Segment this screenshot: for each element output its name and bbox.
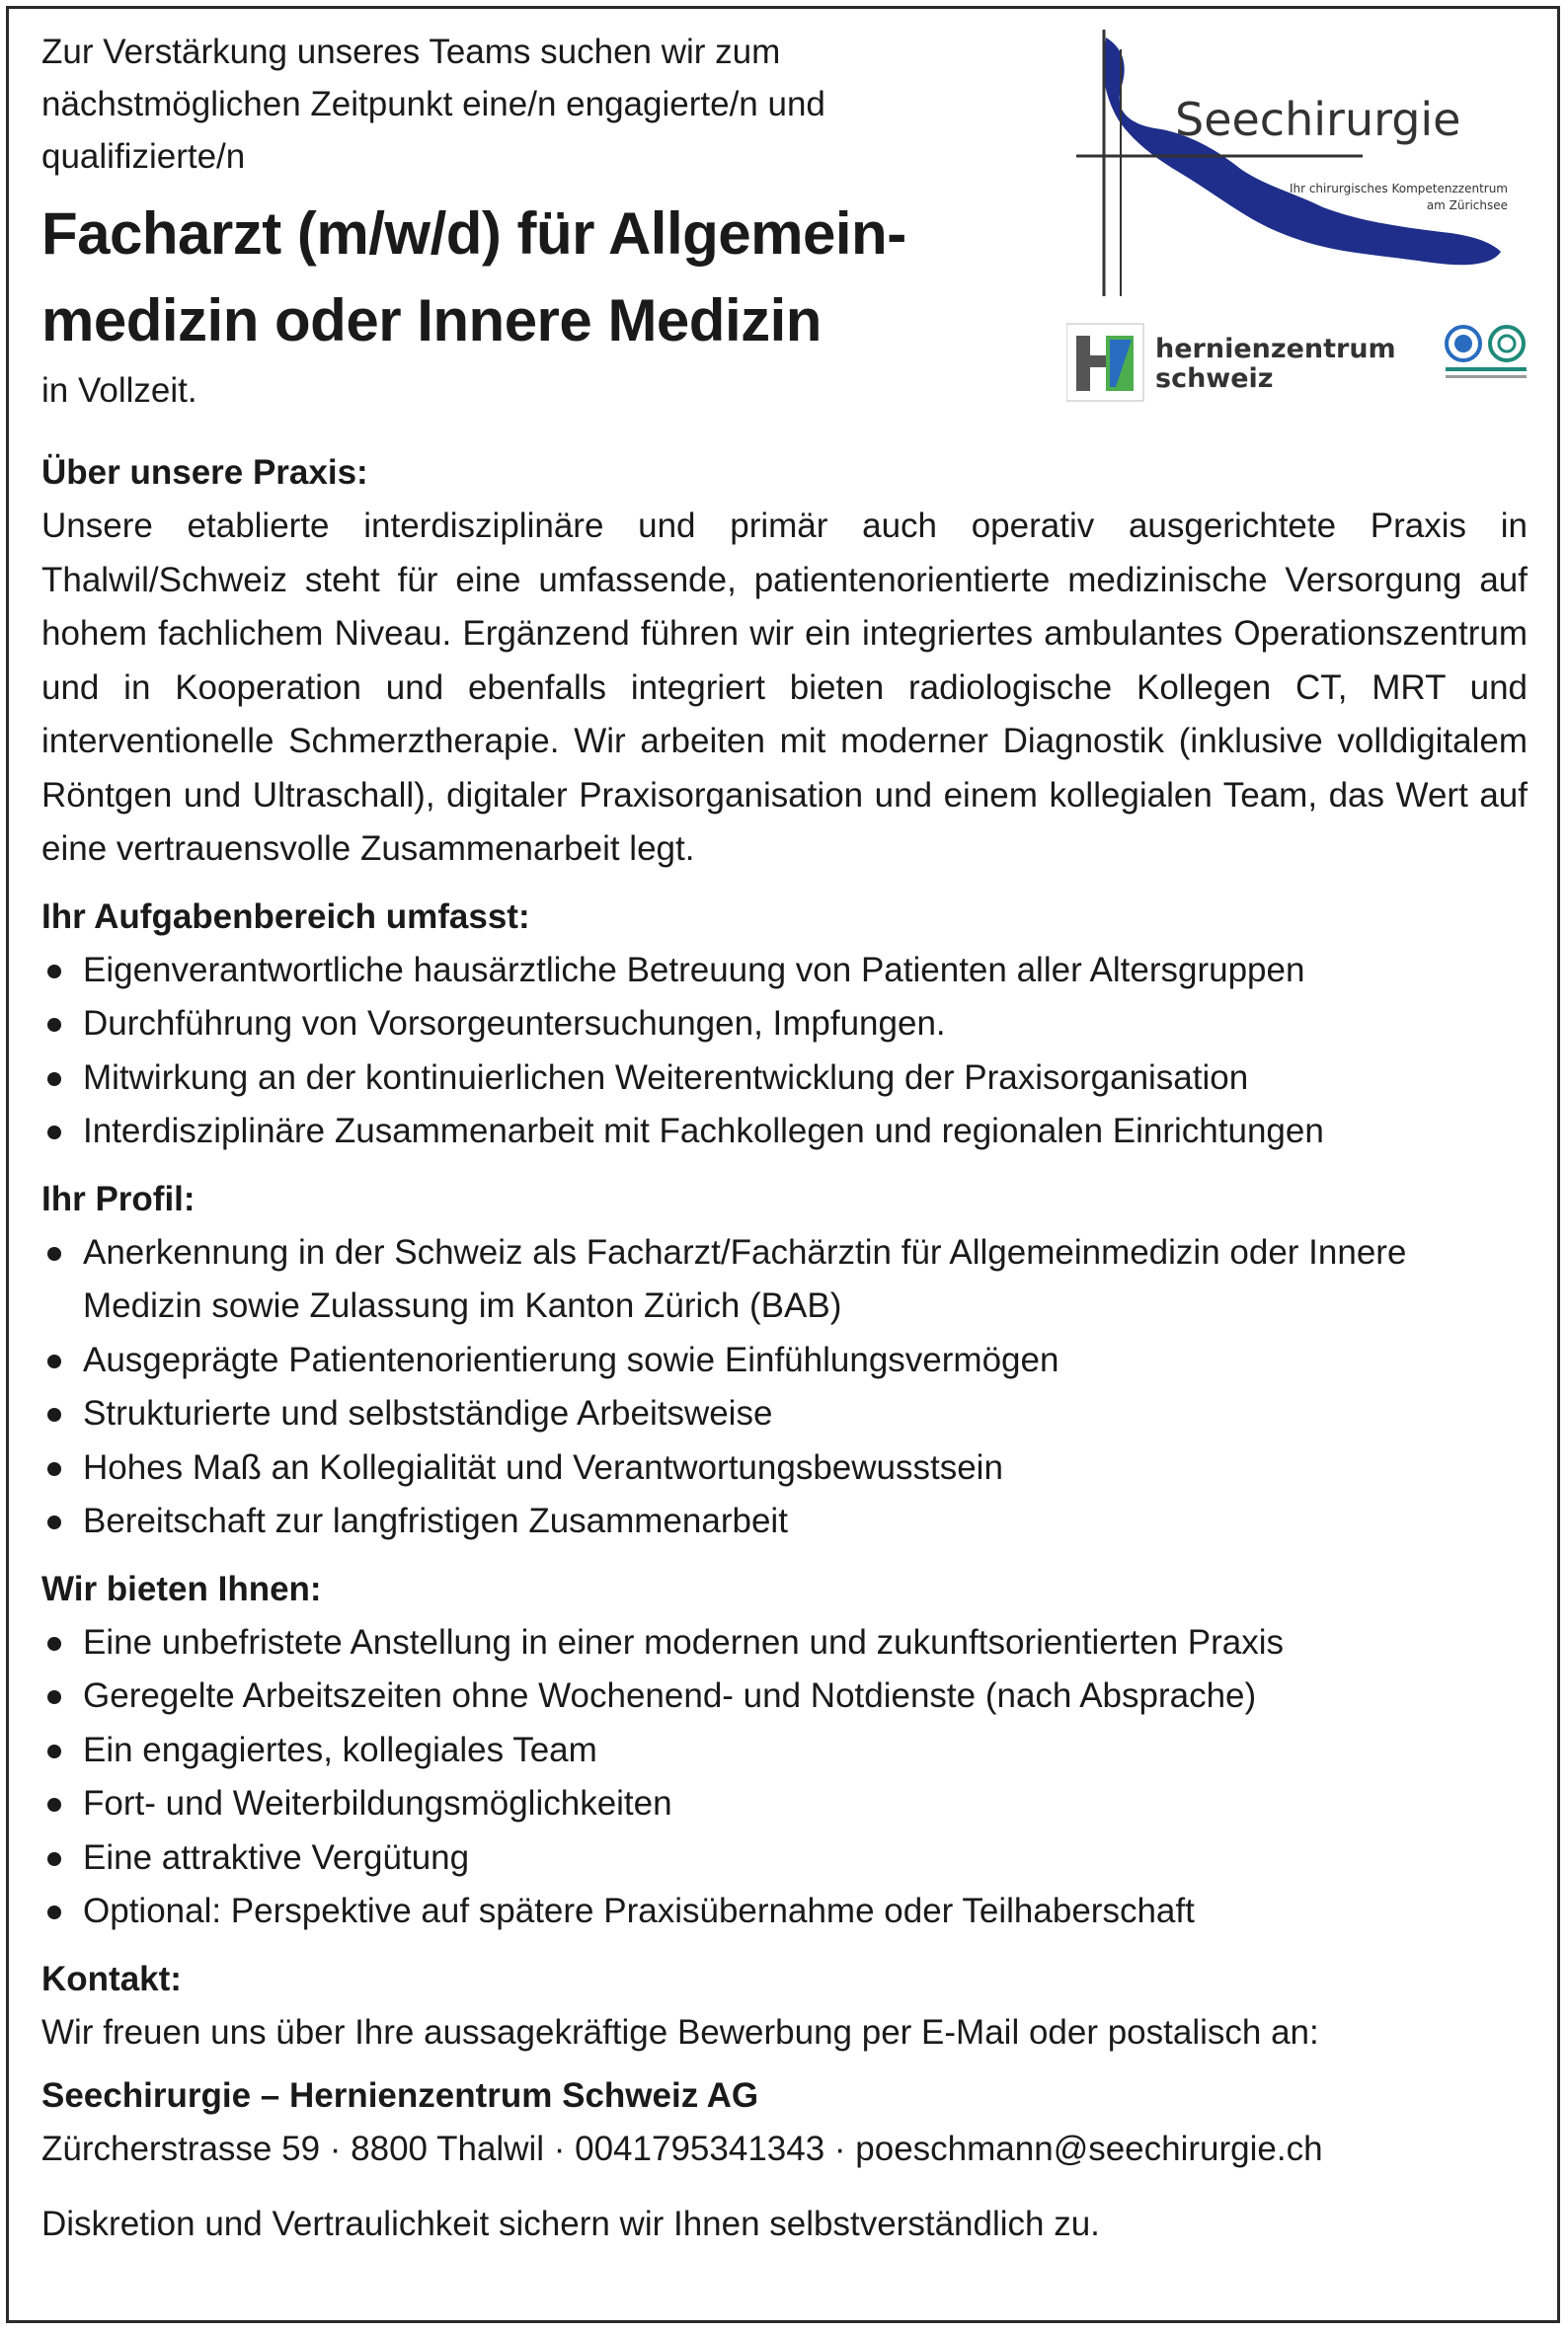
- list-item: Geregelte Arbeitszeiten ohne Wochenend- und Notdienste (nach Absprache): [41, 1670, 1528, 1724]
- list-item: Durchführung von Vorsorgeuntersuchungen, Impfungen.: [41, 997, 1528, 1051]
- list-item: Fort- und Weiterbildungsmöglichkeiten: [41, 1777, 1528, 1831]
- list-item: Eine unbefristete Anstellung in einer modernen und zukunftsorientierten Praxis: [41, 1616, 1528, 1671]
- offer-section: [41, 1563, 1528, 1939]
- logo-tagline-1: Ihr chirurgisches Kompetenzzentrum: [1289, 182, 1508, 195]
- list-item: Eine attraktive Vergütung: [41, 1831, 1528, 1886]
- about-text: Unsere etablierte interdisziplinäre und primär auch operativ ausgerichtete Praxis in Thalwil/Schweiz steht für eine umfassende, patientenorientierte medizinische Versorgung auf hohem fachlichem Niveau. Ergänzend führen wir ein integriertes ambulantes Operationszentrum und in Kooperation und ebenfalls integriert bieten radiologische Kollegen CT, MRT und interventionelle Schmerztherapie. Wir arbeiten mit moderner Diagnostik (inklusive volldigitalem Röntgen und Ultraschall), digitaler Praxisorganisation und einem kollegialen Team, das Wert auf eine vertrauensvolle Zusammenarbeit legt.: [41, 506, 1528, 868]
- logo-tagline-2: am Zürichsee: [1426, 198, 1508, 212]
- tasks-section: [41, 891, 1528, 1159]
- profile-list: [41, 1226, 1528, 1549]
- company-name: Seechirurgie – Hernienzentrum Schweiz AG: [41, 2075, 759, 2115]
- list-item: Ausgeprägte Patientenorientierung sowie Einfühlungsvermögen: [41, 1334, 1528, 1388]
- contact-text: Wir freuen uns über Ihre aussagekräftige Bewerbung per E-Mail oder postalisch an:: [41, 2012, 1319, 2052]
- contact-heading: Kontakt:: [41, 1959, 182, 1998]
- list-item: Eigenverantwortliche hausärztliche Betreuung von Patienten aller Altersgruppen: [41, 944, 1528, 998]
- list-item: Mitwirkung an der kontinuierlichen Weiterentwicklung der Praxisorganisation: [41, 1051, 1528, 1106]
- tasks-heading: Ihr Aufgabenbereich umfasst:: [41, 896, 530, 936]
- list-item: Optional: Perspektive auf spätere Praxisübernahme oder Teilhaberschaft: [41, 1885, 1528, 1939]
- list-item: Interdisziplinäre Zusammenarbeit mit Fachkollegen und regionalen Einrichtungen: [41, 1105, 1528, 1159]
- offer-heading: Wir bieten Ihnen:: [41, 1569, 322, 1608]
- list-item: Ein engagiertes, kollegiales Team: [41, 1724, 1528, 1778]
- list-item: Bereitschaft zur langfristigen Zusammenarbeit: [41, 1495, 1528, 1549]
- list-item: Anerkennung in der Schweiz als Facharzt/Fachärztin für Allgemeinmedizin oder Innere Medizin sowie Zulassung im Kanton Zürich (BAB): [41, 1226, 1528, 1334]
- job-title: [41, 191, 1049, 364]
- logo-brand: Seechirurgie: [1175, 93, 1461, 146]
- about-section: [41, 446, 1528, 877]
- offer-list: [41, 1616, 1528, 1939]
- contact-section: [41, 1953, 1528, 2176]
- closing-text: Diskretion und Vertraulichkeit sichern wir Ihnen selbstverständlich zu.: [41, 2204, 1100, 2243]
- list-item: Hohes Maß an Kollegialität und Verantwortungsbewusstsein: [41, 1441, 1528, 1496]
- contact-address: Zürcherstrasse 59 · 8800 Thalwil · 0041795341343 · poeschmann@seechirurgie.ch: [41, 2129, 1323, 2168]
- job-title-line2: medizin oder Innere Medizin: [41, 287, 822, 353]
- about-heading: Über unsere Praxis:: [41, 453, 368, 492]
- hz-line1: hernienzentrum: [1155, 334, 1396, 364]
- intro-text: Zur Verstärkung unseres Teams suchen wir zum nächstmöglichen Zeitpunkt eine/n engagierte/n und qualifizierte/n: [41, 33, 825, 176]
- hz-line2: schweiz: [1155, 363, 1274, 394]
- profile-section: [41, 1173, 1528, 1549]
- profile-heading: Ihr Profil:: [41, 1179, 196, 1218]
- list-item: Strukturierte und selbstständige Arbeitsweise: [41, 1387, 1528, 1441]
- employment-type: in Vollzeit.: [41, 371, 197, 410]
- tasks-list: [41, 944, 1528, 1159]
- job-title-line1: Facharzt (m/w/d) für Allgemein-: [41, 200, 906, 267]
- ad-content: [41, 26, 1528, 2251]
